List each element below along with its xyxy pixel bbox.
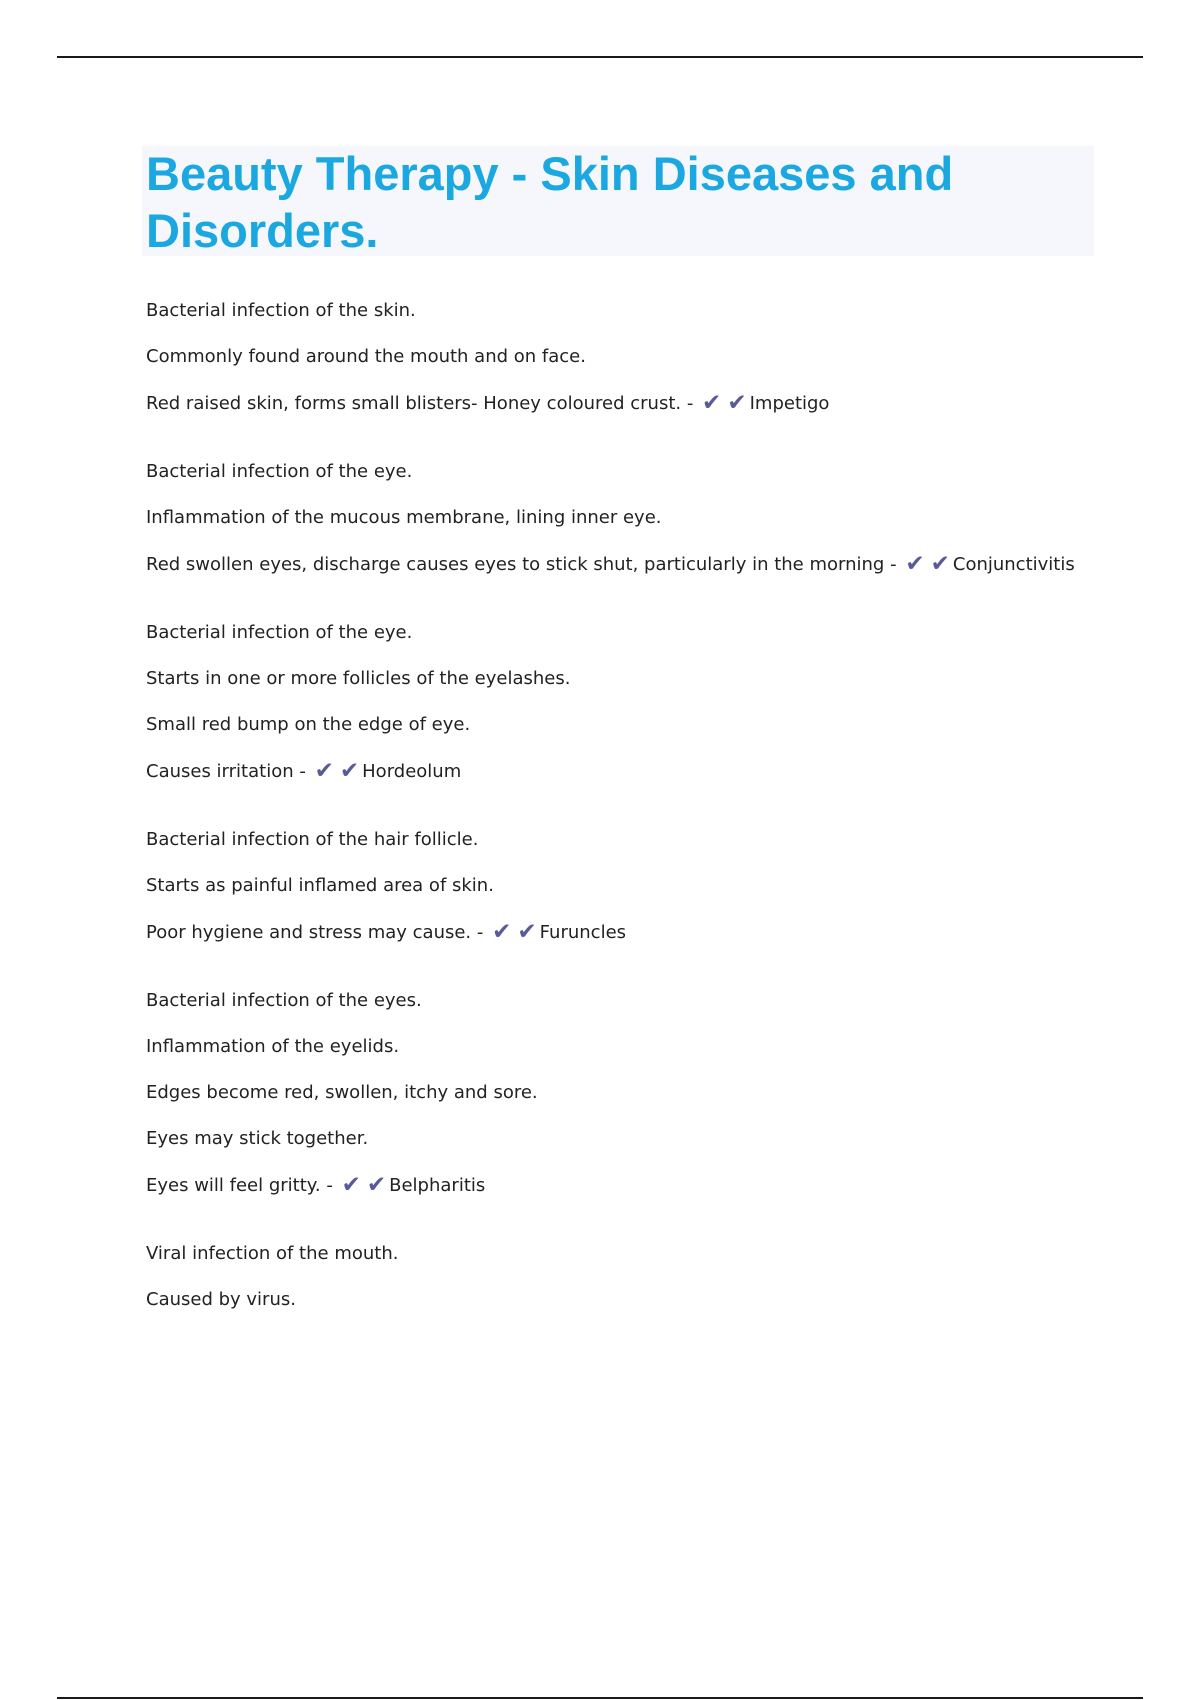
description-line: Small red bump on the edge of eye. [146, 714, 471, 735]
question-text: Poor hygiene and stress may cause. - [146, 922, 484, 943]
description-line: Inflammation of the eyelids. [146, 1036, 400, 1057]
answer-text: Belpharitis [389, 1175, 486, 1196]
question-text: Red swollen eyes, discharge causes eyes to stick shut, particularly in the morning - [146, 554, 897, 575]
answer-text: Hordeolum [362, 761, 462, 782]
description-line: Eyes may stick together. [146, 1128, 369, 1149]
check-mark-icon: ✔ [930, 551, 950, 577]
description-line: Starts in one or more follicles of the eyelashes. [146, 668, 571, 689]
flashcard-entry [146, 990, 1126, 1196]
description-line: Bacterial infection of the eye. [146, 461, 413, 482]
flashcard-entry [146, 622, 1126, 782]
answer-line [146, 760, 1126, 782]
footer-rule [57, 1697, 1143, 1699]
check-mark-icon: ✔ [727, 390, 747, 416]
header-rule [57, 56, 1143, 58]
description-line: Inflammation of the mucous membrane, lining inner eye. [146, 507, 662, 528]
check-mark-icon: ✔ [905, 551, 925, 577]
check-mark-icon: ✔ [339, 758, 360, 784]
description-line: Viral infection of the mouth. [146, 1243, 399, 1264]
description-line: Commonly found around the mouth and on face. [146, 346, 586, 367]
question-text: Red raised skin, forms small blisters- Honey coloured crust. - [146, 393, 694, 414]
check-mark-icon: ✔ [702, 390, 722, 416]
flashcard-entry [146, 829, 1126, 943]
answer-text: Impetigo [749, 393, 830, 414]
document-title: Beauty Therapy - Skin Diseases and Disorders. [146, 147, 954, 257]
answer-line [146, 392, 1126, 414]
check-mark-icon: ✔ [492, 919, 512, 945]
question-text: Causes irritation - [146, 761, 306, 782]
description-line: Starts as painful inflamed area of skin. [146, 875, 494, 896]
check-mark-icon: ✔ [517, 919, 537, 945]
answer-line [146, 921, 1126, 943]
answer-text: Conjunctivitis [952, 554, 1075, 575]
description-line: Bacterial infection of the eyes. [146, 990, 422, 1011]
flashcard-entry [146, 300, 1126, 414]
answer-line [146, 553, 1126, 575]
description-line: Edges become red, swollen, itchy and sore. [146, 1082, 538, 1103]
description-line: Bacterial infection of the eye. [146, 622, 413, 643]
check-mark-icon: ✔ [366, 1172, 387, 1198]
flashcard-list [146, 300, 1126, 1358]
flashcard-entry [146, 1243, 1126, 1311]
answer-text: Furuncles [539, 922, 627, 943]
check-mark-icon: ✔ [314, 758, 334, 784]
check-mark-icon: ✔ [341, 1172, 361, 1198]
question-text: Eyes will feel gritty. - [146, 1175, 333, 1196]
description-line: Bacterial infection of the skin. [146, 300, 416, 321]
answer-line [146, 1174, 1126, 1196]
description-line: Caused by virus. [146, 1289, 296, 1310]
description-line: Bacterial infection of the hair follicle. [146, 829, 479, 850]
flashcard-entry [146, 461, 1126, 575]
